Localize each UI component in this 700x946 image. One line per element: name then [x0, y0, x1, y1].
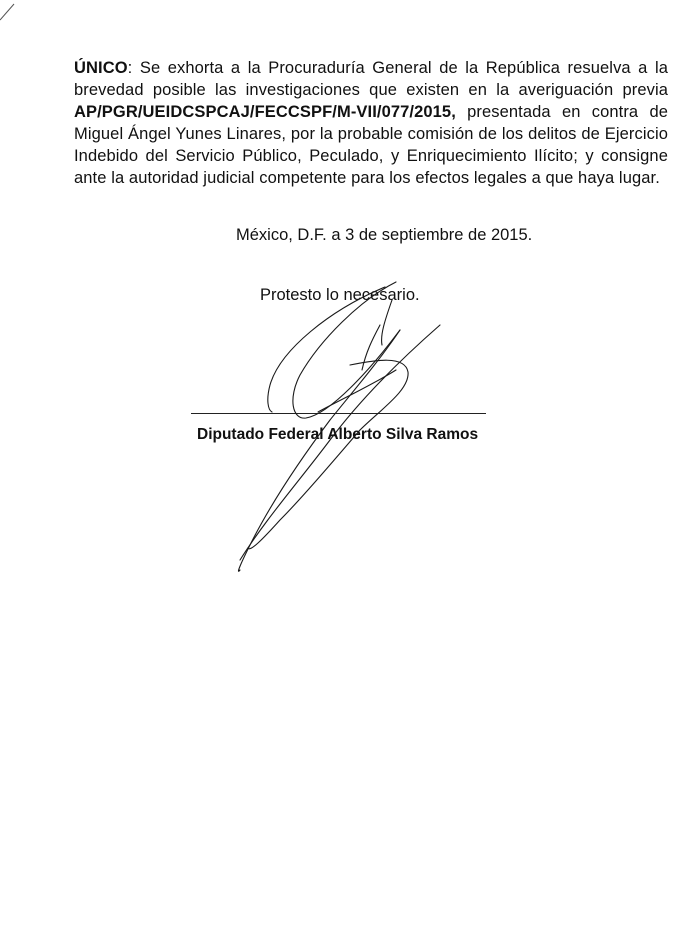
resolution-text-2: presentada en contra de Miguel Ángel Yunes Linares, por la probable comisión de los delitos de Ejercicio Indebido del Servicio Público, Peculado, y Enriquecimiento Ilícito; y consigne ante la autoridad judicial competente para los efectos legales a que haya lugar.	[74, 103, 668, 187]
case-number: AP/PGR/UEIDCSPCAJ/FECCSPF/M-VII/077/2015,	[74, 103, 456, 121]
resolution-lead: ÚNICO	[74, 59, 128, 77]
signer-name: Diputado Federal Alberto Silva Ramos	[197, 426, 479, 443]
date-line: México, D.F. a 3 de septiembre de 2015.	[236, 226, 533, 244]
resolution-text-1: : Se exhorta a la Procuraduría General de la República resuelva a la brevedad posible las investigaciones que existen en la averiguación previa	[74, 59, 668, 99]
closing-formula: Protesto lo necesario.	[260, 286, 420, 304]
